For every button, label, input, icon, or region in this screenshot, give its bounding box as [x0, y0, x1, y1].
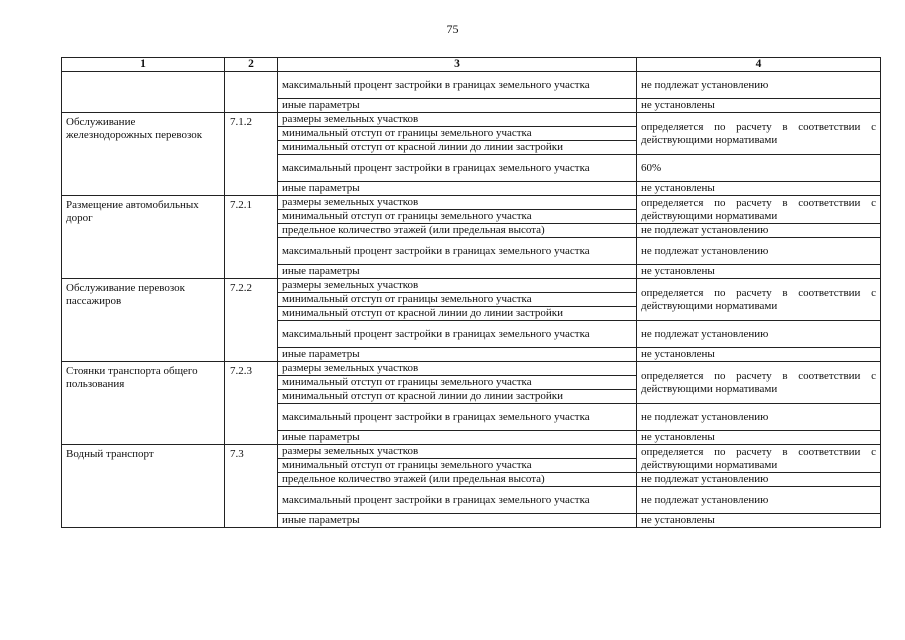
- param-cell: минимальный отступ от красной линии до линии застройки: [278, 390, 637, 404]
- value-cell: не установлены: [637, 265, 881, 279]
- value-cell: не установлены: [637, 514, 881, 528]
- header-col-1: 1: [62, 58, 225, 72]
- use-type-code: 7.2.1: [225, 196, 278, 279]
- value-cell: определяется по расчету в соответствии с действующими нормативами: [637, 196, 881, 224]
- param-cell: максимальный процент застройки в границах земельного участка: [278, 321, 637, 348]
- table-row: [62, 113, 881, 127]
- param-cell: размеры земельных участков: [278, 445, 637, 459]
- use-type-name: Стоянки транспорта общего пользования: [62, 362, 225, 445]
- use-type-code: 7.2.2: [225, 279, 278, 362]
- param-cell: иные параметры: [278, 514, 637, 528]
- value-cell: определяется по расчету в соответствии с действующими нормативами: [637, 362, 881, 404]
- value-cell: не подлежат установлению: [637, 72, 881, 99]
- value-cell: не подлежат установлению: [637, 473, 881, 487]
- value-cell: определяется по расчету в соответствии с действующими нормативами: [637, 113, 881, 155]
- use-type-name: Размещение автомобильных дорог: [62, 196, 225, 279]
- empty-cell: [225, 72, 278, 113]
- value-cell: не установлены: [637, 99, 881, 113]
- param-cell: максимальный процент застройки в границах земельного участка: [278, 487, 637, 514]
- param-cell: иные параметры: [278, 99, 637, 113]
- header-row: [62, 58, 881, 72]
- param-cell: предельное количество этажей (или предельная высота): [278, 473, 637, 487]
- param-cell: минимальный отступ от границы земельного участка: [278, 459, 637, 473]
- use-type-code: 7.3: [225, 445, 278, 528]
- param-cell: максимальный процент застройки в границах земельного участка: [278, 155, 637, 182]
- param-cell: размеры земельных участков: [278, 196, 637, 210]
- param-cell: иные параметры: [278, 431, 637, 445]
- use-type-name: Обслуживание перевозок пассажиров: [62, 279, 225, 362]
- param-cell: размеры земельных участков: [278, 362, 637, 376]
- table-row: [62, 196, 881, 210]
- value-cell: не подлежат установлению: [637, 224, 881, 238]
- value-cell: не подлежат установлению: [637, 404, 881, 431]
- use-type-name: Обслуживание железнодорожных перевозок: [62, 113, 225, 196]
- param-cell: размеры земельных участков: [278, 279, 637, 293]
- value-cell: не подлежат установлению: [637, 487, 881, 514]
- header-col-4: 4: [637, 58, 881, 72]
- param-cell: минимальный отступ от границы земельного участка: [278, 293, 637, 307]
- use-type-name: Водный транспорт: [62, 445, 225, 528]
- param-cell: максимальный процент застройки в границах земельного участка: [278, 72, 637, 99]
- table-row: [62, 72, 881, 99]
- value-cell: 60%: [637, 155, 881, 182]
- use-type-code: 7.1.2: [225, 113, 278, 196]
- param-cell: иные параметры: [278, 265, 637, 279]
- header-col-2: 2: [225, 58, 278, 72]
- param-cell: минимальный отступ от границы земельного участка: [278, 210, 637, 224]
- page-number: 75: [446, 22, 459, 36]
- param-cell: минимальный отступ от красной линии до линии застройки: [278, 307, 637, 321]
- value-cell: не установлены: [637, 182, 881, 196]
- value-cell: не установлены: [637, 348, 881, 362]
- header-col-3: 3: [278, 58, 637, 72]
- value-cell: не подлежат установлению: [637, 321, 881, 348]
- param-cell: минимальный отступ от границы земельного участка: [278, 127, 637, 141]
- param-cell: иные параметры: [278, 182, 637, 196]
- table-row: [62, 445, 881, 459]
- param-cell: минимальный отступ от красной линии до линии застройки: [278, 141, 637, 155]
- table-row: [62, 279, 881, 293]
- value-cell: не подлежат установлению: [637, 238, 881, 265]
- param-cell: максимальный процент застройки в границах земельного участка: [278, 238, 637, 265]
- value-cell: не установлены: [637, 431, 881, 445]
- param-cell: минимальный отступ от границы земельного участка: [278, 376, 637, 390]
- value-cell: определяется по расчету в соответствии с действующими нормативами: [637, 279, 881, 321]
- value-cell: определяется по расчету в соответствии с действующими нормативами: [637, 445, 881, 473]
- land-use-parameters-table: [61, 57, 881, 528]
- param-cell: иные параметры: [278, 348, 637, 362]
- empty-cell: [62, 72, 225, 113]
- param-cell: предельное количество этажей (или предельная высота): [278, 224, 637, 238]
- param-cell: максимальный процент застройки в границах земельного участка: [278, 404, 637, 431]
- param-cell: размеры земельных участков: [278, 113, 637, 127]
- use-type-code: 7.2.3: [225, 362, 278, 445]
- table-row: [62, 362, 881, 376]
